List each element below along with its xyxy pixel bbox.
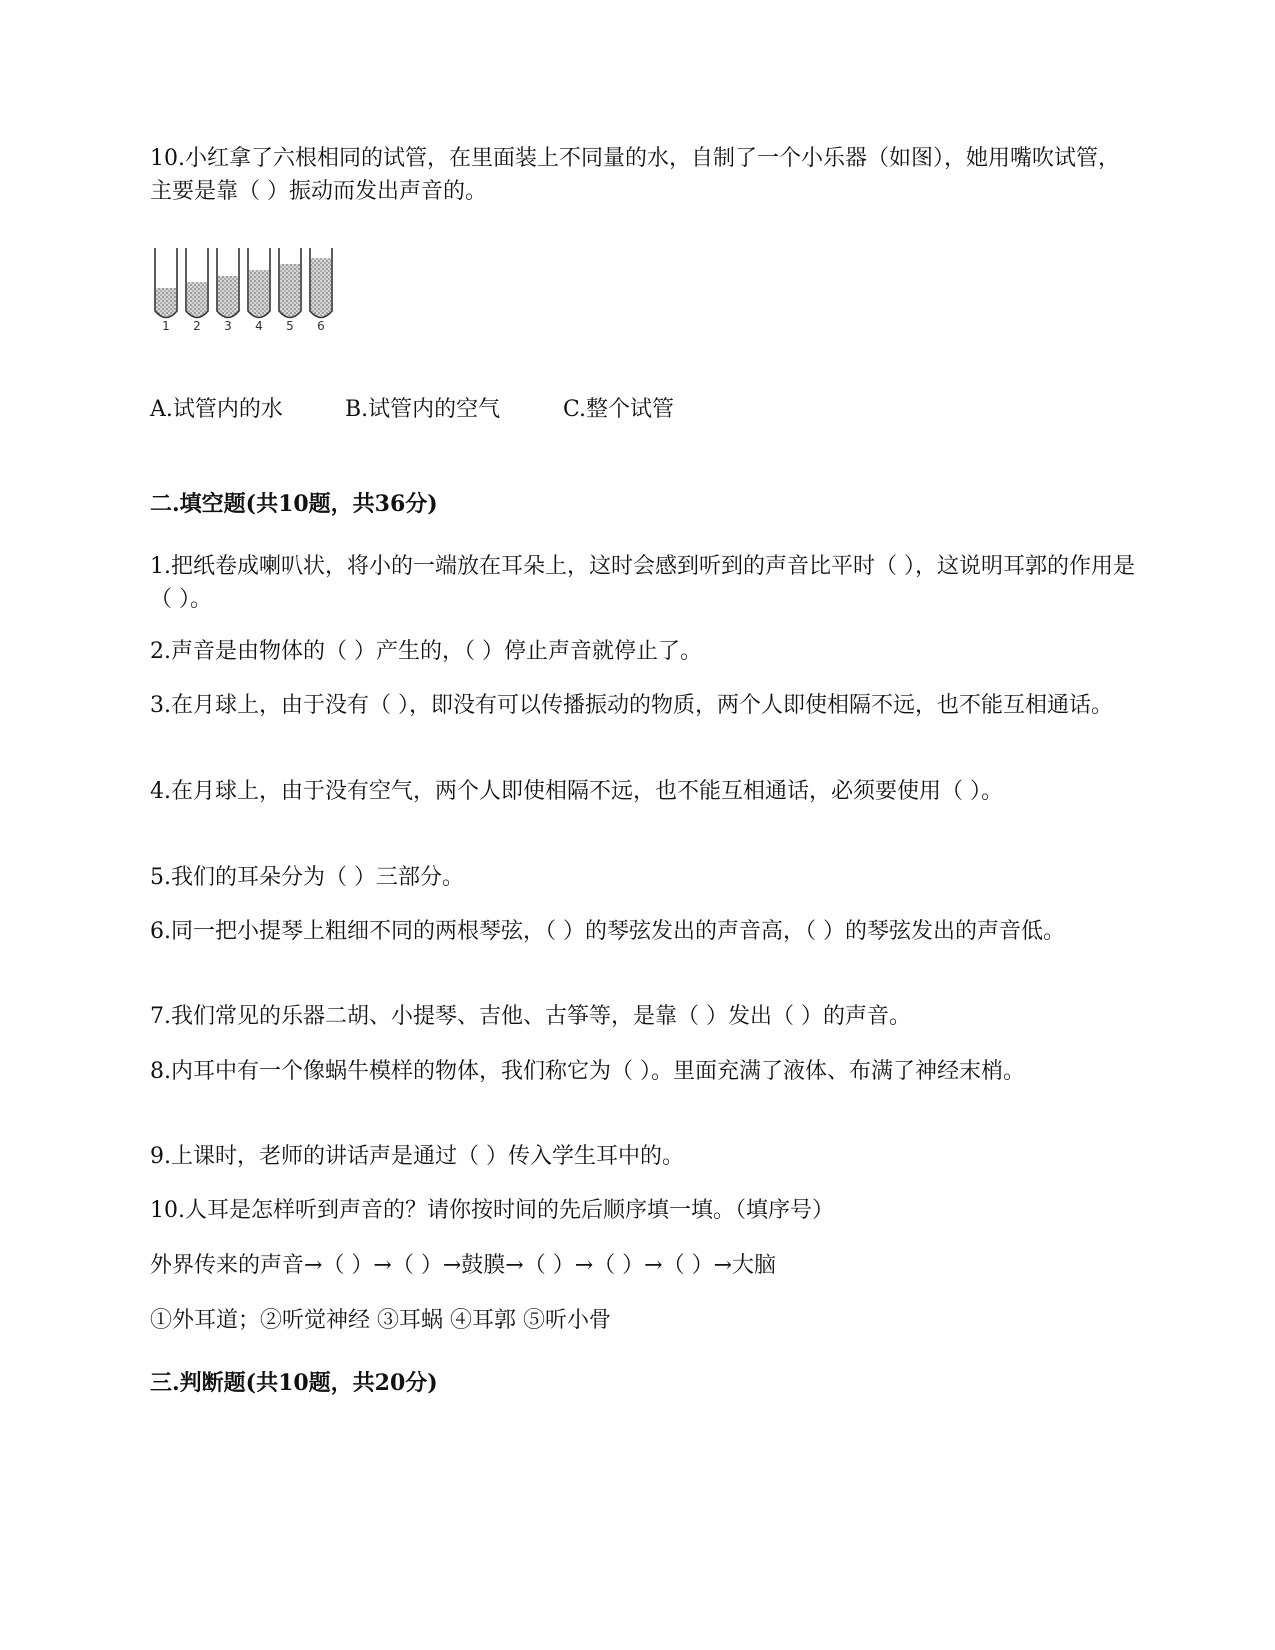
tube-label-6: 6 (317, 319, 325, 333)
tube-label-2: 2 (193, 319, 201, 333)
fill-q6 (150, 915, 1135, 948)
section-2-title: 二.填空题(共10题，共36分) (150, 491, 438, 517)
fill-q3 (150, 689, 1135, 722)
fill-q10-items-text: ①外耳道；②听觉神经 ③耳蜗 ④耳郭 ⑤听小骨 (150, 1308, 611, 1333)
fill-q5-text: 5.我们的耳朵分为（ ）三部分。 (150, 865, 464, 890)
question-10-text: 10.小红拿了六根相同的试管，在里面装上不同量的水，自制了一个小乐器（如图），她用嘴吹试管，主要是靠（ ）振动而发出声音的。 (150, 146, 1120, 204)
fill-q10 (150, 1194, 1135, 1227)
fill-q10-chain (150, 1249, 1135, 1282)
test-tube-4 (247, 248, 271, 318)
fill-q10-chain-text: 外界传来的声音→（ ）→（ ）→鼓膜→（ ）→（ ）→（ ）→大脑 (150, 1253, 777, 1278)
fill-q9 (150, 1140, 1135, 1173)
tube-label-4: 4 (255, 319, 263, 333)
fill-q8-text: 8.内耳中有一个像蜗牛模样的物体，我们称它为（ ）。里面充满了液体、布满了神经末梢。 (150, 1059, 1025, 1084)
fill-q1 (150, 550, 1135, 616)
test-tube-2 (185, 248, 209, 318)
fill-q1-text: 1.把纸卷成喇叭状，将小的一端放在耳朵上，这时会感到听到的声音比平时（ ），这说明耳郭的作用是（ ）。 (150, 554, 1135, 612)
fill-q9-text: 9.上课时，老师的讲话声是通过（ ）传入学生耳中的。 (150, 1144, 684, 1169)
fill-q10-items (150, 1304, 1135, 1337)
option-c[interactable]: C.整个试管 (563, 397, 675, 422)
tube-label-5: 5 (286, 319, 294, 333)
section-3-title: 三.判断题(共10题，共20分) (150, 1370, 438, 1396)
section-2-heading (150, 488, 1135, 521)
fill-q7 (150, 1000, 1135, 1033)
fill-q10-text: 10.人耳是怎样听到声音的？请你按时间的先后顺序填一填。（填序号） (150, 1198, 834, 1223)
fill-q8 (150, 1055, 1135, 1088)
question-10-options (150, 393, 1135, 426)
section-3-heading (150, 1367, 1135, 1400)
test-tube-3 (216, 248, 240, 318)
option-a[interactable]: A.试管内的水 (150, 397, 283, 422)
test-tubes-figure (150, 248, 370, 348)
test-tube-6 (309, 248, 333, 318)
fill-q3-text: 3.在月球上，由于没有（ ），即没有可以传播振动的物质，两个人即使相隔不远，也不能互相通话。 (150, 693, 1113, 718)
fill-q5 (150, 861, 1135, 894)
question-10-block (150, 142, 1135, 208)
fill-q2-text: 2.声音是由物体的（ ）产生的，（ ）停止声音就停止了。 (150, 639, 702, 664)
fill-q4 (150, 775, 1135, 808)
fill-q6-text: 6.同一把小提琴上粗细不同的两根琴弦，（ ）的琴弦发出的声音高，（ ）的琴弦发出的声音低。 (150, 919, 1065, 944)
test-tube-1 (154, 248, 178, 318)
tube-label-1: 1 (162, 319, 170, 333)
fill-q4-text: 4.在月球上，由于没有空气，两个人即使相隔不远，也不能互相通话，必须要使用（ ）。 (150, 779, 1003, 804)
test-tube-5 (278, 248, 302, 318)
option-b[interactable]: B.试管内的空气 (345, 397, 501, 422)
fill-q7-text: 7.我们常见的乐器二胡、小提琴、吉他、古筝等，是靠（ ）发出（ ）的声音。 (150, 1004, 911, 1029)
fill-q2 (150, 635, 1135, 668)
tube-label-3: 3 (224, 319, 232, 333)
